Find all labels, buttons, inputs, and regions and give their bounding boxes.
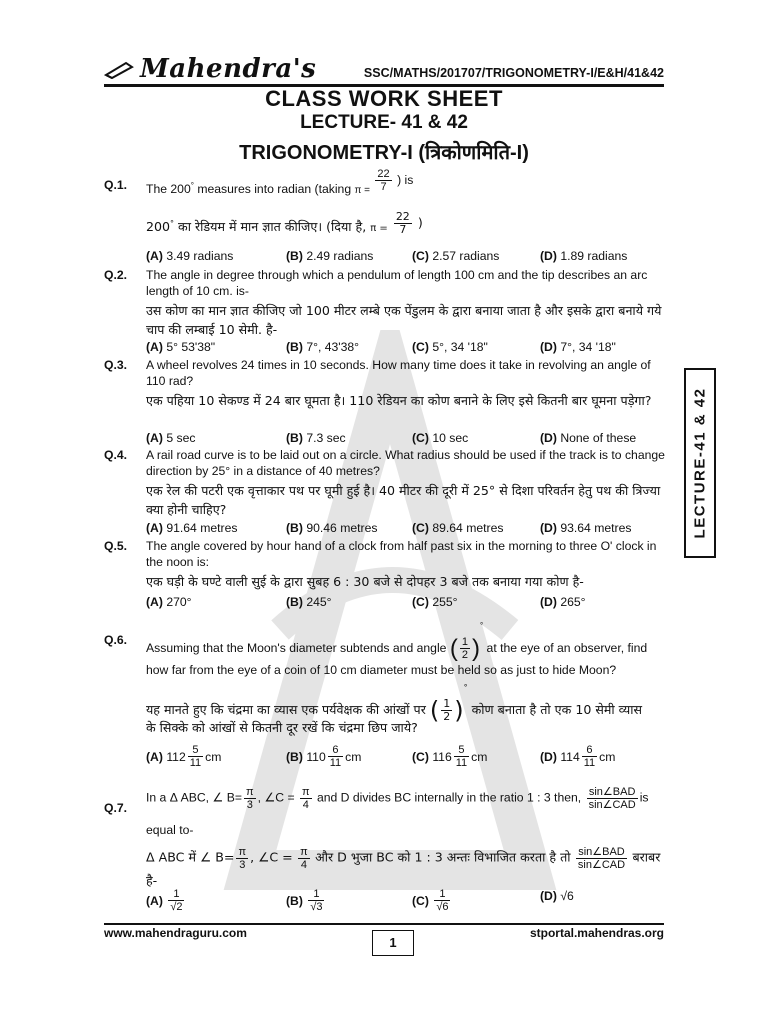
question-text-en: In a Δ ABC, ∠ B= $\frac{\pi}{3}$ , ∠C = $\frac{\pi}{4}$ and D divides BC internally in the ratio 1 : 3 then, $\frac{\text{sin∠BAD}}{\text{sin∠CAD}}$ is bbox=[146, 786, 649, 811]
option-b[interactable]: (B) 7°, 43'38° bbox=[286, 340, 360, 354]
question-text-en: The 200° measures into radian (taking $_{\pi =}$ $\frac{22}{7}$ ) is bbox=[146, 168, 414, 196]
option-d[interactable]: (D) 93.64 metres bbox=[540, 521, 632, 535]
options-row bbox=[146, 430, 668, 446]
question-number: Q.2. bbox=[104, 268, 128, 282]
question-6 bbox=[104, 618, 666, 778]
document-code: SSC/MATHS/201707/TRIGONOMETRY-I/E&H/41&42 bbox=[363, 66, 664, 80]
option-b[interactable]: (B) 245° bbox=[286, 595, 332, 609]
option-d[interactable]: (D) 1.89 radians bbox=[540, 249, 628, 263]
option-b[interactable]: (B) 90.46 metres bbox=[286, 521, 378, 535]
question-text-hi: यह मानते हुए कि चंद्रमा का व्यास एक पर्यवेक्षक की आंखों पर ( $\frac{1}{2}$ )° कोण बनाता है तो एक 10 सेमी व्यास bbox=[146, 683, 643, 725]
option-a[interactable]: (A) 5 sec bbox=[146, 431, 196, 445]
mahendras-logo bbox=[104, 54, 316, 84]
option-b[interactable]: (B) 2.49 radians bbox=[286, 249, 374, 263]
question-number: Q.7. bbox=[104, 801, 128, 815]
footer-rule bbox=[104, 923, 664, 925]
question-5 bbox=[104, 538, 666, 610]
question-text-en: A rail road curve is to be laid out on a circle. What radius should be used if the track is to change direction by 25° in a distance of 40 metres? bbox=[146, 448, 665, 478]
question-text-hi: Δ ABC में ∠ B= $\frac{\pi}{3}$ , ∠C = $\frac{\pi}{4}$ और D भुजा BC को 1 : 3 अन्तः विभाजित करता है तो $\frac{\text{sin∠BAD}}{\text{sin∠CAD}}$ बराबर है- bbox=[146, 846, 661, 888]
question-text-en-cont: how far from the eye of a coin of 10 cm diameter must be held so as just to hide Moon? bbox=[146, 663, 617, 677]
option-d[interactable]: (D) 114 $\frac{6}{11}$ cm bbox=[540, 744, 616, 769]
option-d[interactable]: (D) None of these bbox=[540, 431, 637, 445]
topic-title: TRIGONOMETRY-I (त्रिकोणमिति-I) bbox=[239, 142, 529, 164]
option-d[interactable]: (D) √6 bbox=[540, 889, 574, 903]
lecture-side-tab bbox=[684, 368, 716, 558]
option-d[interactable]: (D) 265° bbox=[540, 595, 586, 609]
question-number: Q.5. bbox=[104, 539, 128, 553]
question-text-en: Assuming that the Moon's diameter subtends and angle ( $\frac{1}{2}$ )° at the eye of an observer, find bbox=[146, 621, 648, 662]
question-3 bbox=[104, 357, 666, 447]
option-c[interactable]: (C) 116 $\frac{5}{11}$ cm bbox=[412, 744, 488, 769]
option-a[interactable]: (A) 3.49 radians bbox=[146, 249, 234, 263]
options-row bbox=[146, 594, 668, 610]
side-tab-label: LECTURE-41 & 42 bbox=[691, 387, 709, 539]
option-c[interactable]: (C) 2.57 radians bbox=[412, 249, 500, 263]
option-c[interactable]: (C) $\frac{1}{√6}$ bbox=[412, 888, 449, 913]
options-row bbox=[146, 888, 668, 922]
page-number: 1 bbox=[372, 930, 414, 956]
question-text-en-cont: equal to- bbox=[146, 823, 194, 837]
option-a[interactable]: (A) $\frac{1}{√2}$ bbox=[146, 888, 183, 913]
option-b[interactable]: (B) 7.3 sec bbox=[286, 431, 346, 445]
question-7 bbox=[104, 786, 666, 922]
question-number: Q.6. bbox=[104, 633, 128, 647]
logo-text: Mahendra's bbox=[140, 54, 317, 84]
option-a[interactable]: (A) 112 $\frac{5}{11}$ cm bbox=[146, 744, 222, 769]
option-c[interactable]: (C) 10 sec bbox=[412, 431, 469, 445]
option-b[interactable]: (B) $\frac{1}{√3}$ bbox=[286, 888, 323, 913]
option-c[interactable]: (C) 255° bbox=[412, 595, 458, 609]
option-c[interactable]: (C) 5°, 34 '18" bbox=[412, 340, 488, 354]
question-number: Q.3. bbox=[104, 358, 128, 372]
sheet-title: CLASS WORK SHEET bbox=[265, 86, 503, 111]
title-block bbox=[104, 84, 664, 172]
options-row bbox=[146, 744, 668, 778]
options-row bbox=[146, 339, 668, 355]
question-text-hi: 200° का रेडियम में मान ज्ञात कीजिए। (दिया है, $_{\pi =}$ $\frac{22}{7}$ ) bbox=[146, 210, 423, 237]
question-text-hi: एक घड़ी के घण्टे वाली सुई के द्वारा सुबह 6 : 30 बजे से दोपहर 3 बजे तक बनाया गया कोण है- bbox=[146, 574, 584, 589]
question-1 bbox=[104, 168, 666, 264]
option-a[interactable]: (A) 91.64 metres bbox=[146, 521, 238, 535]
lecture-title: LECTURE- 41 & 42 bbox=[300, 112, 468, 133]
option-d[interactable]: (D) 7°, 34 '18" bbox=[540, 340, 616, 354]
question-text-hi: उस कोण का मान ज्ञात कीजिए जो 100 मीटर लम्बे एक पेंडुलम के द्वारा बनाया जाता है और इसके द्वारा बनाये गये चाप की लम्बाई 10 सेमी. है- bbox=[146, 303, 662, 337]
question-text-en: The angle covered by hour hand of a clock from half past six in the morning to three O' clock in the noon is: bbox=[146, 539, 657, 569]
option-a[interactable]: (A) 270° bbox=[146, 595, 192, 609]
options-row bbox=[146, 248, 668, 264]
footer-website[interactable]: www.mahendraguru.com bbox=[104, 926, 247, 940]
question-number: Q.4. bbox=[104, 448, 128, 462]
footer-portal[interactable]: stportal.mahendras.org bbox=[529, 926, 664, 940]
pen-icon bbox=[104, 59, 136, 79]
question-text-hi-cont: के सिक्के को आंखों से कितनी दूर रखें कि चंद्रमा छिप जाये? bbox=[146, 720, 418, 735]
option-b[interactable]: (B) 110 $\frac{6}{11}$ cm bbox=[286, 744, 362, 769]
question-text-en: The angle in degree through which a pendulum of length 100 cm and the tip describes an arc length of 10 cm. is- bbox=[146, 268, 648, 298]
options-row bbox=[146, 520, 668, 536]
option-c[interactable]: (C) 89.64 metres bbox=[412, 521, 504, 535]
question-text-hi: एक पहिया 10 सेकण्ड में 24 बार घूमता है। 110 रेडियन का कोण बनाने के लिए इसे कितनी बार घूमना पड़ेगा? bbox=[146, 393, 652, 408]
question-4 bbox=[104, 447, 666, 537]
question-text-hi: एक रेल की पटरी एक वृत्ताकार पथ पर घूमी हुई है। 40 मीटर की दूरी में 25° से दिशा परिवर्तन हेतु पथ की त्रिज्या क्या होनी चाहिए? bbox=[146, 483, 661, 517]
question-2 bbox=[104, 267, 666, 357]
option-a[interactable]: (A) 5° 53'38" bbox=[146, 340, 216, 354]
question-number: Q.1. bbox=[104, 178, 128, 192]
question-text-en: A wheel revolves 24 times in 10 seconds. How many time does it take in revolving an angle of 110 rad? bbox=[146, 358, 651, 388]
